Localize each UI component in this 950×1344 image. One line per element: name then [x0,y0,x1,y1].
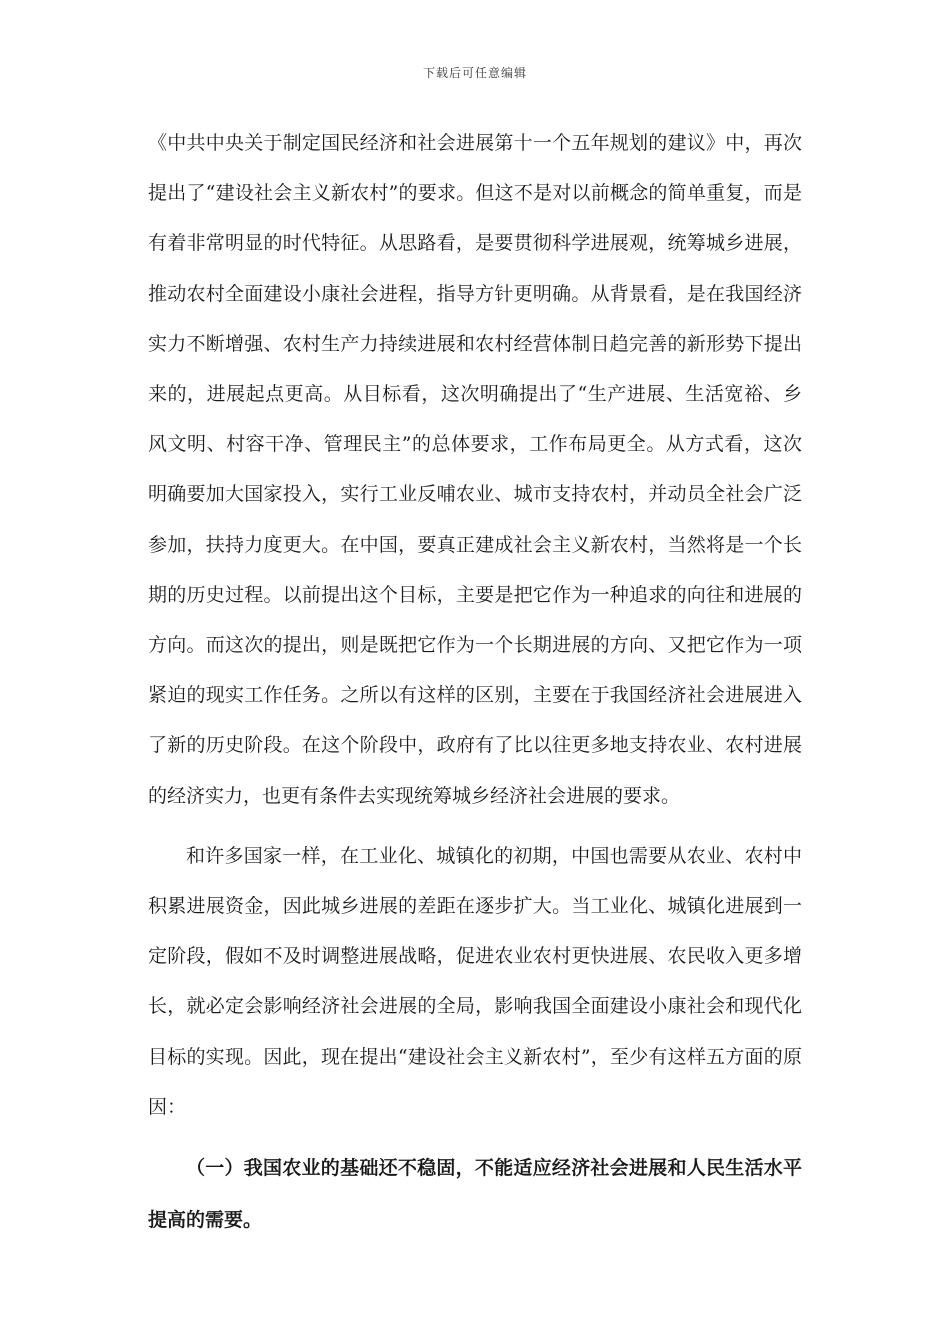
paragraph-2: 和许多国家一样，在工业化、城镇化的初期，中国也需要从农业、农村中积累进展资金，因此城乡进展的差距在逐步扩大。当工业化、城镇化进展到一定阶段，假如不及时调整进展战略，促进农业农村更快进展、农民收入更多增长，就必定会影响经济社会进展的全局，影响我国全面建设小康社会和现代化目标的实现。因此，现在提出“建设社会主义新农村”，至少有这样五方面的原因： [148,844,802,1118]
header-note: 下载后可任意编辑 [422,66,527,80]
section-heading-1: （一）我国农业的基础还不稳固，不能适应经济社会进展和人民生活水平提高的需要。 [148,1157,802,1232]
document-body [148,118,802,1246]
paragraph-1: 《中共中央关于制定国民经济和社会进展第十一个五年规划的建议》中，再次提出了“建设社会主义新农村”的要求。但这不是对以前概念的简单重复，而是有着非常明显的时代特征。从思路看，是要贯彻科学进展观，统筹城乡进展，推动农村全面建设小康社会进程，指导方针更明确。从背景看，是在我国经济实力不断增强、农村生产力持续进展和农村经营体制日趋完善的新形势下提出来的，进展起点更高。从目标看，这次明确提出了“生产进展、生活宽裕、乡风文明、村容干净、管理民主”的总体要求，工作布局更全。从方式看，这次明确要加大国家投入，实行工业反哺农业、城市支持农村，并动员全社会广泛参加，扶持力度更大。在中国，要真正建成社会主义新农村，当然将是一个长期的历史过程。以前提出这个目标，主要是把它作为一种追求的向往和进展的方向。而这次的提出，则是既把它作为一个长期进展的方向、又把它作为一项紧迫的现实工作任务。之所以有这样的区别，主要在于我国经济社会进展进入了新的历史阶段。在这个阶段中，政府有了比以往更多地支持农业、农村进展的经济实力，也更有条件去实现统筹城乡经济社会进展的要求。 [148,132,802,807]
